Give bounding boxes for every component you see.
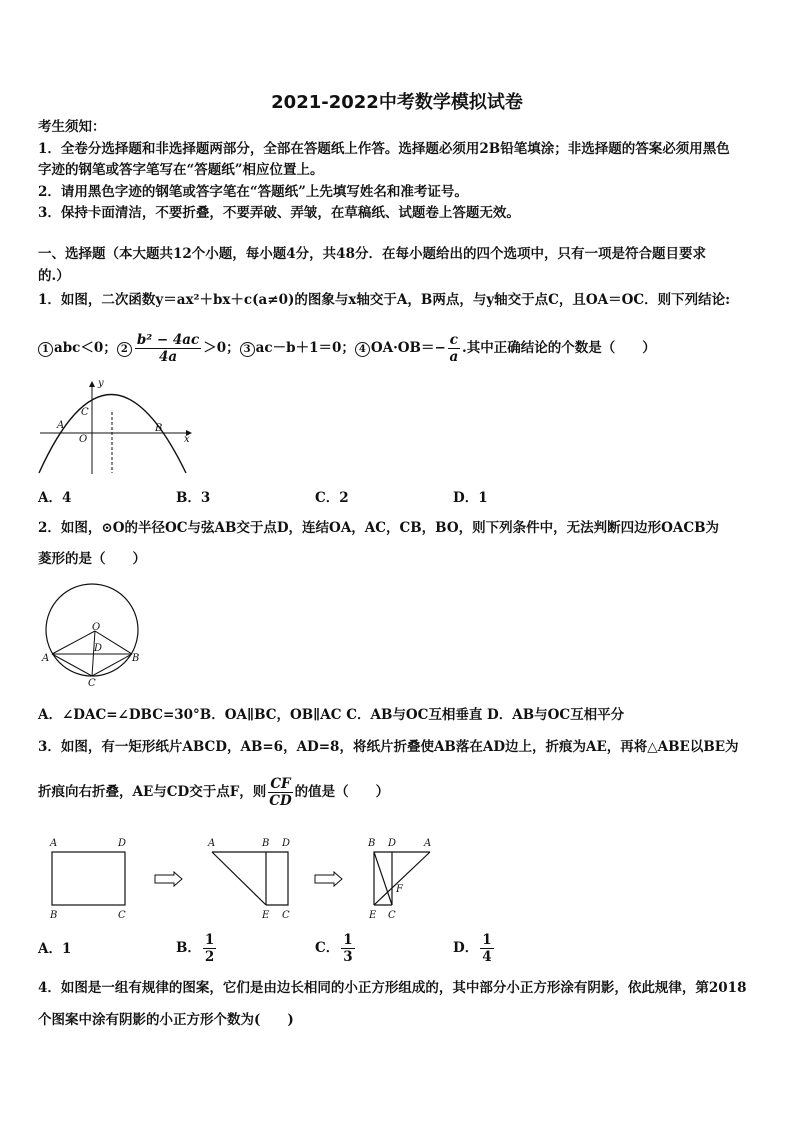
q3-f2-label-A: A (208, 838, 216, 849)
q2-segment-ac (52, 654, 92, 676)
q3-f1-label-A: A (50, 838, 58, 849)
q3-f3-label-B: B (368, 838, 376, 849)
q1-label-x: x (184, 434, 190, 445)
q3-f2-label-D: D (282, 838, 291, 849)
q1-c4-pre: OA·OB＝− (370, 340, 446, 356)
q3-option-d-den: 4 (482, 949, 492, 965)
q3-line-2a: 折痕向右折叠，AE与CD交于点F，则 (38, 784, 267, 800)
notice-heading: 考生须知： (38, 119, 106, 135)
q2-line-1: 2．如图，⊙O的半径OC与弦AB交于点D，连结OA，AC，CB，BO，则下列条件中，无法判断四边形OACB为 (38, 520, 719, 536)
q3-f1-label-B: B (50, 910, 58, 921)
notice-line-1b: 字迹的钢笔或答字笔写在“答题纸”相应位置上。 (38, 162, 324, 178)
q3-f2-label-E: E (262, 910, 270, 921)
q3-f1-rectangle (52, 852, 125, 905)
q3-option-c-num: 1 (343, 932, 353, 948)
q1-option-a[interactable]: A．4 (38, 490, 72, 506)
q3-option-d-fraction (480, 932, 493, 965)
q2-label-B: B (132, 653, 140, 664)
q1-option-c[interactable]: C．2 (315, 490, 349, 506)
q1-label-B: B (155, 423, 163, 434)
q1-c2-den: 4a (158, 349, 178, 365)
notice-line-3: 3．保持卡面清洁，不要折叠，不要弄破、弄皱，在草稿纸、试题卷上答题无效。 (38, 205, 520, 221)
q3-f2-crease-ae (212, 852, 266, 905)
q2-label-A: A (42, 653, 50, 664)
q2-segment-oa (52, 631, 95, 654)
notice-line-2: 2．请用黑色字迹的钢笔或答字笔在“答题纸”上先填写姓名和准考证号。 (38, 184, 468, 200)
q1-y-arrow (89, 381, 95, 387)
q3-line-1: 3．如图，有一矩形纸片ABCD，AB=6，AD=8，将纸片折叠使AB落在AD边上，折痕为AE，再将△ABE以BE为 (38, 739, 739, 755)
q3-option-c-den: 3 (343, 949, 353, 965)
q1-option-d[interactable]: D．1 (453, 490, 488, 506)
section-heading-line-1: 一、选择题（本大题共12个小题，每小题4分，共48分．在每小题给出的四个选项中，只有一项是符合题目要求 (38, 246, 706, 262)
q1-c2-fraction (135, 332, 201, 365)
q3-f1-label-D: D (118, 838, 127, 849)
q3-figure-1 (44, 834, 136, 924)
q3-option-d-num: 1 (482, 932, 492, 948)
q4-line-1: 4．如图是一组有规律的图案，它们是由边长相同的小正方形组成的，其中部分小正方形涂有阴影，依此规律，第2018 (38, 980, 747, 996)
q1-tail: .其中正确结论的个数是（ ） (462, 340, 656, 356)
q1-num-1: 1 (38, 342, 53, 357)
q3-line-2b: 的值是（ ） (294, 784, 390, 800)
q1-c2-num: b² − 4ac (136, 332, 200, 348)
q3-frac-den: CD (269, 793, 292, 809)
q2-label-C: C (88, 678, 96, 689)
q3-figure-2 (202, 834, 302, 924)
q1-num-2: 2 (117, 342, 132, 357)
q3-line-2 (38, 772, 389, 812)
q3-option-b-fraction (203, 932, 216, 965)
q1-label-A: A (57, 420, 65, 431)
q3-option-c-label: C． (315, 940, 340, 956)
q1-c4-num: c (449, 332, 459, 348)
q2-segment-bc (92, 654, 132, 676)
q3-option-b-num: 1 (204, 932, 215, 948)
q3-f2-outline (212, 852, 288, 905)
q3-f2-label-C: C (282, 910, 290, 921)
q3-f3-label-D: D (388, 838, 397, 849)
q1-stem: 1．如图，二次函数y＝ax²＋bx＋c(a≠0)的图象与x轴交于A，B两点，与y轴交于点C，且OA＝OC．则下列结论: (38, 292, 731, 308)
q3-f3-label-A: A (424, 838, 432, 849)
q3-f3-label-E: E (369, 910, 377, 921)
q3-f3-label-F: F (396, 884, 403, 895)
q3-frac-num: CF (270, 776, 291, 792)
q3-option-a[interactable]: A．1 (38, 941, 72, 957)
q1-label-C: C (81, 407, 89, 418)
q1-num-3: 3 (240, 342, 255, 357)
q1-num-4: 4 (355, 342, 370, 357)
q2-label-D: D (94, 643, 103, 654)
q3-f1-label-C: C (118, 910, 126, 921)
q3-option-b[interactable] (176, 928, 218, 968)
q1-c4-fraction (448, 332, 460, 365)
q2-circle-figure (36, 576, 148, 688)
q4-line-2: 个图案中涂有阴影的小正方形个数为( ) (38, 1012, 294, 1028)
q3-option-c[interactable] (315, 928, 357, 968)
notice-line-1a: 1．全卷分选择题和非选择题两部分，全部在答题纸上作答。选择题必须用2B铅笔填涂；非选择题的答案必须用黑色 (38, 141, 730, 157)
q2-label-O: O (92, 622, 101, 633)
q1-conclusions (38, 328, 656, 368)
q3-option-b-label: B． (176, 940, 201, 956)
q3-option-d[interactable] (453, 928, 496, 968)
q1-option-b[interactable]: B．3 (176, 490, 211, 506)
q1-c4-den: a (449, 349, 459, 365)
q3-option-d-label: D． (453, 940, 479, 956)
q1-c1: abc＜0； (54, 340, 117, 356)
q1-c3: ac－b＋1＝0； (255, 340, 355, 356)
q3-f2-label-B: B (262, 838, 270, 849)
q3-arrow-1-icon (154, 872, 184, 886)
q3-arrow-2-icon (314, 872, 344, 886)
q1-parabola-figure (36, 378, 196, 478)
q2-line-2: 菱形的是（ ） (38, 551, 146, 567)
q3-option-c-fraction (341, 932, 354, 965)
q1-label-y: y (98, 378, 104, 389)
q3-option-b-den: 2 (204, 949, 215, 965)
q3-fraction (268, 776, 292, 809)
q1-c2-tail: ＞0； (203, 340, 240, 356)
section-heading-line-2: 的.） (38, 268, 70, 284)
q2-options[interactable]: A．∠DAC=∠DBC=30°B．OA∥BC，OB∥AC C．AB与OC互相垂直 D．AB与OC互相平分 (38, 707, 625, 723)
q3-f3-label-C: C (388, 910, 396, 921)
q1-label-O: O (79, 434, 88, 445)
page-title: 2021-2022中考数学模拟试卷 (271, 92, 523, 113)
q3-figure-3 (364, 834, 444, 924)
